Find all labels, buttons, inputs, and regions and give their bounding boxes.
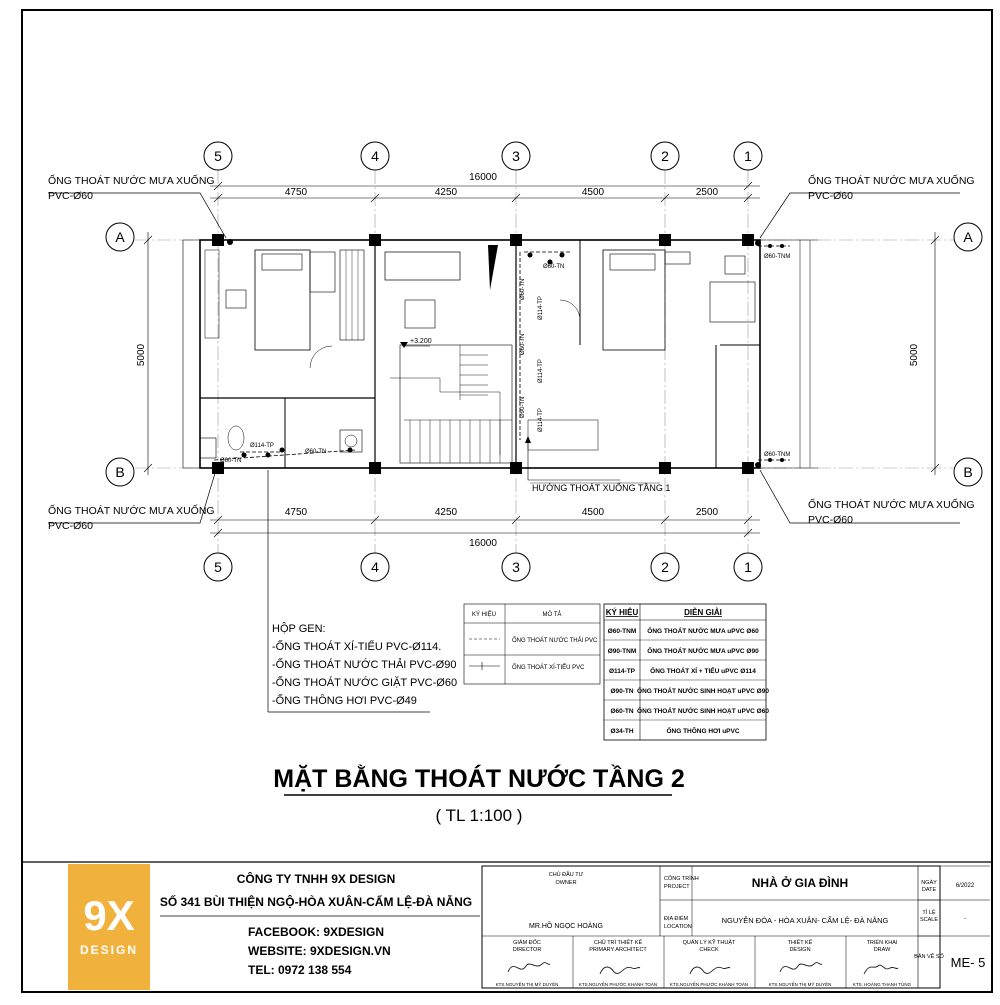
location-label: ĐỊA ĐIỂM bbox=[664, 916, 689, 922]
hop-gen-note bbox=[272, 622, 457, 707]
grid-label-bottom: 2 bbox=[661, 559, 669, 575]
rain-callouts bbox=[48, 173, 975, 532]
grid-label-top: 4 bbox=[371, 148, 379, 164]
signature-design bbox=[780, 963, 822, 972]
owner-value: MR.HỒ NGỌC HOÀNG bbox=[529, 923, 603, 930]
signature-draw bbox=[864, 965, 898, 974]
dim-top: 4500 bbox=[581, 187, 605, 198]
callout-rain-br-size: PVC-Ø60 bbox=[808, 514, 853, 526]
grid-label-top: 1 bbox=[744, 148, 752, 164]
sheet-label: BẢN VẼ SỐ bbox=[914, 954, 944, 960]
grid-label-top: 2 bbox=[661, 148, 669, 164]
dim-top: 2500 bbox=[695, 187, 719, 198]
logo-mark: 9X bbox=[83, 892, 135, 939]
legend-desc: ỐNG THOÁT XÍ + TIỂU uPVC Ø114 bbox=[650, 668, 756, 675]
hop-gen-line: -ỐNG THOÁT NƯỚC THẢI PVC-Ø90 bbox=[272, 659, 457, 671]
grid-label-bottom: 5 bbox=[214, 559, 222, 575]
scale-label: TỈ LỆ bbox=[922, 910, 936, 916]
grid-lines bbox=[135, 170, 955, 555]
legend-small-header: MÔ TẢ bbox=[542, 612, 562, 618]
legend-desc: ỐNG THOÁT NƯỚC MƯA uPVC Ø60 bbox=[647, 628, 759, 635]
dim-bottom: 4250 bbox=[434, 507, 458, 518]
owner-label: CHỦ ĐẦU TƯ bbox=[548, 872, 584, 878]
stair-note-text: HƯỚNG THOÁT XUỐNG TẦNG 1 bbox=[532, 483, 671, 493]
pipe-nodes bbox=[215, 239, 784, 468]
pipe-tag-rain: Ø60-TNM bbox=[764, 254, 791, 260]
role-person: KTS. HOÀNG THANH TÙNG bbox=[852, 982, 912, 987]
role-title: THIẾT KẾ bbox=[787, 940, 813, 946]
location-label-en: LOCATION bbox=[664, 924, 692, 930]
pipe-tag-vertical: Ø60-TN bbox=[520, 278, 526, 300]
grid-label-top: 5 bbox=[214, 148, 222, 164]
scale-label-en: SCALE bbox=[919, 917, 939, 923]
signature-architect bbox=[600, 967, 640, 974]
pipe-tag-rain: Ø60-TNM bbox=[764, 452, 791, 458]
sheet-number: ME- 5 bbox=[950, 955, 986, 970]
signature-check bbox=[690, 967, 730, 974]
pipe-tag: Ø60-TN bbox=[220, 458, 242, 464]
callout-rain-tr-size: PVC-Ø60 bbox=[808, 190, 853, 202]
dimension-texts bbox=[136, 172, 920, 549]
pipe-tags bbox=[220, 254, 790, 464]
role-title-en: PRIMARY ARCHITECT bbox=[589, 947, 647, 953]
company-facebook: FACEBOOK: 9XDESIGN bbox=[248, 925, 385, 939]
role-person: KTS.NGUYỄN THỊ MỸ DUYÊN bbox=[768, 982, 832, 987]
scale-value: - bbox=[964, 916, 966, 922]
level-mark bbox=[400, 338, 432, 348]
grid-label-right: A bbox=[963, 229, 973, 245]
role-title-en: DRAW bbox=[873, 947, 891, 953]
role-title: GIÁM ĐỐC bbox=[513, 940, 541, 946]
dim-bottom: 2500 bbox=[695, 507, 719, 518]
company-name: CÔNG TY TNHH 9X DESIGN bbox=[236, 872, 396, 886]
legend-big-header: DIỄN GIẢI bbox=[684, 608, 722, 617]
drawing-title-block bbox=[273, 763, 685, 825]
hop-gen-line: -ỐNG THOÁT XÍ-TIỂU PVC-Ø114. bbox=[272, 641, 442, 653]
legend-lines-table bbox=[464, 604, 600, 684]
legend-small-header: KÝ HIỆU bbox=[471, 612, 497, 618]
hop-gen-line: -ỐNG THÔNG HƠI PVC-Ø49 bbox=[272, 695, 417, 707]
role-title-en: DIRECTOR bbox=[512, 947, 542, 953]
signatures bbox=[508, 963, 898, 974]
date-label-en: DATE bbox=[921, 887, 937, 893]
grid-label-bottom: 3 bbox=[512, 559, 520, 575]
drawing-title: MẶT BẰNG THOÁT NƯỚC TẦNG 2 bbox=[273, 765, 685, 793]
role-person: KTS.NGUYỄN PHƯỚC KHÁNH TOÀN bbox=[578, 982, 658, 987]
logo-subtitle: DESIGN bbox=[79, 943, 139, 957]
callout-rain-bl: ỐNG THOÁT NƯỚC MƯA XUỐNG bbox=[48, 505, 215, 517]
role-title-en: DESIGN bbox=[789, 947, 811, 953]
pipe-tag-vertical: Ø90-TN bbox=[520, 396, 526, 418]
legend-code: Ø90-TN bbox=[610, 688, 634, 695]
role-title-en: CHECK bbox=[699, 947, 719, 953]
legend-desc: ỐNG THÔNG HƠI uPVC bbox=[666, 728, 740, 735]
date-value: 6/2022 bbox=[955, 883, 975, 889]
date-label: NGÀY bbox=[921, 880, 937, 886]
grid-label-bottom: 1 bbox=[744, 559, 752, 575]
signature-director bbox=[508, 963, 550, 972]
callout-rain-br: ỐNG THOÁT NƯỚC MƯA XUỐNG bbox=[808, 499, 975, 511]
title-block-texts bbox=[496, 871, 986, 987]
legend-small-row: ỐNG THOÁT NƯỚC THẢI PVC bbox=[512, 638, 598, 644]
dim-top: 4250 bbox=[434, 187, 458, 198]
pipe-tag-vertical: Ø60-TN bbox=[520, 333, 526, 355]
callout-rain-tl-size: PVC-Ø60 bbox=[48, 190, 93, 202]
drawing-scale: ( TL 1:100 ) bbox=[435, 806, 523, 825]
company-address: SỐ 341 BÙI THIỆN NGỘ-HÒA XUÂN-CẨM LỆ-ĐÀ NẴNG bbox=[159, 895, 473, 909]
grid-label-left: B bbox=[115, 464, 125, 480]
company-website: WEBSITE: 9XDESIGN.VN bbox=[248, 944, 391, 958]
legend-desc: ỐNG THOÁT NƯỚC SINH HOẠT uPVC Ø90 bbox=[637, 688, 769, 695]
legend-desc: ỐNG THOÁT NƯỚC MƯA uPVC Ø90 bbox=[647, 648, 759, 655]
grid-label-bottom: 4 bbox=[371, 559, 379, 575]
project-label-en: PROJECT bbox=[664, 884, 690, 890]
pipe-tag: Ø114-TP bbox=[250, 443, 274, 449]
legend-code: Ø114-TP bbox=[608, 668, 636, 675]
pipe-tag: Ø60-TN bbox=[305, 449, 327, 455]
location-value: NGUYỄN ĐÓA - HÒA XUÂN- CẨM LỆ- ĐÀ NẴNG bbox=[721, 916, 889, 925]
level-text: +3.200 bbox=[410, 338, 432, 345]
dim-bottom: 4500 bbox=[581, 507, 605, 518]
dim-height-right: 5000 bbox=[909, 343, 920, 367]
pipe-tag-vertical: Ø114-TP bbox=[538, 408, 544, 432]
project-label: CÔNG TRÌNH bbox=[664, 876, 699, 882]
legend-big-header: KÝ HIỆU bbox=[605, 608, 639, 617]
legend-code: Ø34-TH bbox=[610, 728, 634, 735]
floor-plan bbox=[183, 240, 818, 468]
hop-gen-line: -ỐNG THOÁT NƯỚC GIẶT PVC-Ø60 bbox=[272, 677, 458, 689]
callout-rain-tl: ỐNG THOÁT NƯỚC MƯA XUỐNG bbox=[48, 175, 215, 187]
legend-pipe-table bbox=[604, 604, 769, 740]
owner-label-en: OWNER bbox=[555, 880, 577, 886]
stair-direction-note bbox=[525, 436, 670, 493]
legend-code: Ø90-TNM bbox=[607, 648, 637, 655]
grid-label-top: 3 bbox=[512, 148, 520, 164]
role-title: CHỦ TRÌ THIẾT KẾ bbox=[593, 940, 643, 946]
dim-top: 4750 bbox=[284, 187, 308, 198]
grid-label-left: A bbox=[115, 229, 125, 245]
dim-bottom: 4750 bbox=[284, 507, 308, 518]
role-title: TRIỂN KHAI bbox=[866, 940, 898, 946]
dim-total-top: 16000 bbox=[469, 172, 497, 183]
legend-desc: ỐNG THOÁT NƯỚC SINH HOẠT uPVC Ø60 bbox=[637, 708, 769, 715]
legend-code: Ø60-TN bbox=[610, 708, 634, 715]
legend-code: Ø60-TNM bbox=[607, 628, 637, 635]
company-phone: TEL: 0972 138 554 bbox=[248, 963, 352, 977]
callout-rain-bl-size: PVC-Ø60 bbox=[48, 520, 93, 532]
dim-height-left: 5000 bbox=[136, 343, 147, 367]
drain-pipes bbox=[214, 246, 790, 460]
project-value: NHÀ Ở GIA ĐÌNH bbox=[751, 876, 849, 890]
legend-small-row: ỐNG THOÁT XÍ-TIỂU PVC bbox=[512, 665, 585, 671]
role-person: KTS.NGUYỄN PHƯỚC KHÁNH TOÀN bbox=[669, 982, 749, 987]
role-person: KTS.NGUYỄN THỊ MỸ DUYÊN bbox=[495, 982, 559, 987]
pipe-tag-vertical: Ø114-TP bbox=[538, 296, 544, 320]
pipe-tag-vertical: Ø114-TP bbox=[538, 359, 544, 383]
pipe-tag: Ø60-TN bbox=[543, 264, 565, 270]
grid-label-right: B bbox=[963, 464, 973, 480]
role-title: QUẢN LÝ KỸ THUẬT bbox=[682, 940, 736, 946]
callout-leaders bbox=[48, 193, 960, 712]
dim-total-bottom: 16000 bbox=[469, 538, 497, 549]
hop-gen-line: HỘP GEN: bbox=[272, 623, 326, 635]
callout-rain-tr: ỐNG THOÁT NƯỚC MƯA XUỐNG bbox=[808, 175, 975, 187]
